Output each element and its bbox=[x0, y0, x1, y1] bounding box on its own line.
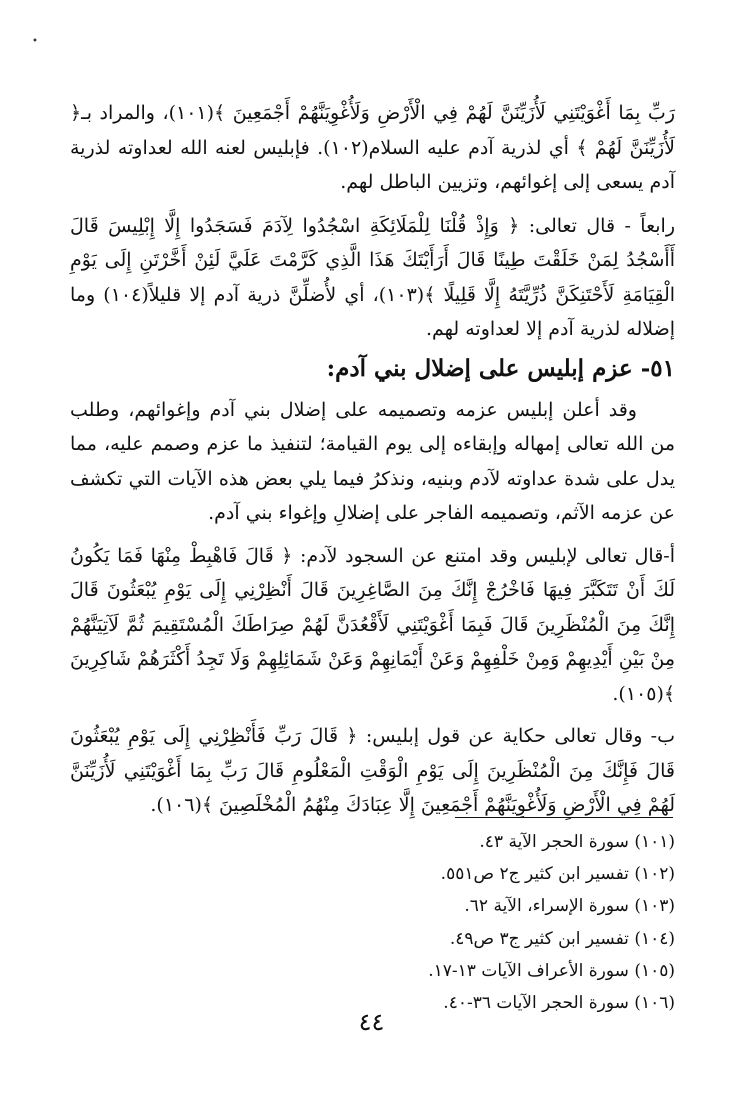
paragraph-item-a: أ-قال تعالى لإبليس وقد امتنع عن السجود لآدم: ﴿ قَالَ فَاهْبِطْ مِنْهَا فَمَا يَكُونُ لَكَ أَنْ تَتَكَبَّرَ فِيهَا فَاخْرُجْ إِنَّكَ مِنَ الصَّاغِرِينَ قَالَ أَنْظِرْنِي إِلَى يَوْمِ يُبْعَثُونَ قَالَ إِنَّكَ مِنَ الْمُنْظَرِينَ قَالَ فَبِمَا أَغْوَيْتَنِي لَأَقْعُدَنَّ لَهُمْ صِرَاطَكَ الْمُسْتَقِيمَ ثُمَّ لَآتِيَنَّهُمْ مِنْ بَيْنِ أَيْدِيهِمْ وَمِنْ خَلْفِهِمْ وَعَنْ أَيْمَانِهِمْ وَعَنْ شَمَائِلِهِمْ وَلَا تَجِدُ أَكْثَرَهُمْ شَاكِرِينَ ﴾(١٠٥). bbox=[70, 544, 675, 705]
footnote-separator bbox=[455, 817, 673, 818]
paragraph-item-b: ب- وقال تعالى حكاية عن قول إبليس: ﴿ قَالَ رَبِّ فَأَنْظِرْنِي إِلَى يَوْمِ يُبْعَثُونَ قَالَ فَإِنَّكَ مِنَ الْمُنْظَرِينَ إِلَى يَوْمِ الْوَقْتِ الْمَعْلُومِ قَالَ رَبِّ بِمَا أَغْوَيْتَنِي لَأُزَيِّنَنَّ لَهُمْ فِي الْأَرْضِ وَلَأُغْوِيَنَّهُمْ أَجْمَعِينَ إِلَّا عِبَادَكَ مِنْهُمُ الْمُخْلَصِينَ ﴾(١٠٦). bbox=[70, 725, 675, 816]
margin-dot: • bbox=[32, 36, 38, 47]
footnote-101: (١٠١) سورة الحجر الآية ٤٣. bbox=[479, 832, 675, 852]
footnote-106: (١٠٦) سورة الحجر الآيات ٣٦-٤٠. bbox=[443, 993, 675, 1014]
footnotes bbox=[155, 826, 675, 1019]
footnote-105: (١٠٥) سورة الأعراف الآيات ١٣-١٧. bbox=[428, 960, 675, 981]
paragraph-intro: وقد أعلن إبليس عزمه وتصميمه على إضلال بني آدم وإغوائهم، وطلب من الله تعالى إمهاله وإبقاءه إلى يوم القيامة؛ لتنفيذ ما عزم وصمم عليه، مما يدل على شدة عداوته لآدم وبنيه، ونذكرُ فيما يلي بعض هذه الآيات التي تكشف عن عزمه الآثم، وتصميمه الفاجر على إضلالِ وإغواء بني آدم. bbox=[70, 398, 675, 524]
footnote-102: (١٠٢) تفسير ابن كثير ج٢ ص٥٥١. bbox=[440, 864, 675, 885]
main-text bbox=[70, 96, 675, 823]
paragraph-quran-continuation: رَبِّ بِمَا أَغْوَيْتَنِي لَأُزَيِّنَنَّ لَهُمْ فِي الْأَرْضِ وَلَأُغْوِيَنَّهُمْ أَجْمَعِينَ ﴾(١٠١)، والمراد بـ﴿ لَأُزَيِّنَنَّ لَهُمْ ﴾ أي لذرية آدم عليه السلام(١٠٢). فإبليس لعنه الله لعداوته لذرية آدم يسعى إلى إغوائهم، وتزيين الباطل لهم. bbox=[70, 102, 675, 193]
footnote-103: (١٠٣) سورة الإسراء، الآية ٦٢. bbox=[464, 896, 675, 917]
section-heading: ٥١- عزم إبليس على إضلال بني آدم: bbox=[326, 354, 675, 382]
page-number: ٤٤ bbox=[358, 1008, 385, 1036]
footnote-104: (١٠٤) تفسير ابن كثير ج٣ ص٤٩. bbox=[449, 928, 675, 949]
paragraph-fourth-point: رابعاً - قال تعالى: ﴿ وَإِذْ قُلْنَا لِلْمَلَائِكَةِ اسْجُدُوا لِآدَمَ فَسَجَدُوا إِلَّا إِبْلِيسَ قَالَ أَأَسْجُدُ لِمَنْ خَلَقْتَ طِينًا قَالَ أَرَأَيْتَكَ هَذَا الَّذِي كَرَّمْتَ عَلَيَّ لَئِنْ أَخَّرْتَنِ إِلَى يَوْمِ الْقِيَامَةِ لَأَحْتَنِكَنَّ ذُرِّيَّتَهُ إِلَّا قَلِيلًا ﴾(١٠٣)، أي لأُضلِّنَّ ذرية آدم إلا قليلاً(١٠٤) وما إضلاله لذرية آدم إلا لعداوته لهم. bbox=[70, 214, 676, 340]
